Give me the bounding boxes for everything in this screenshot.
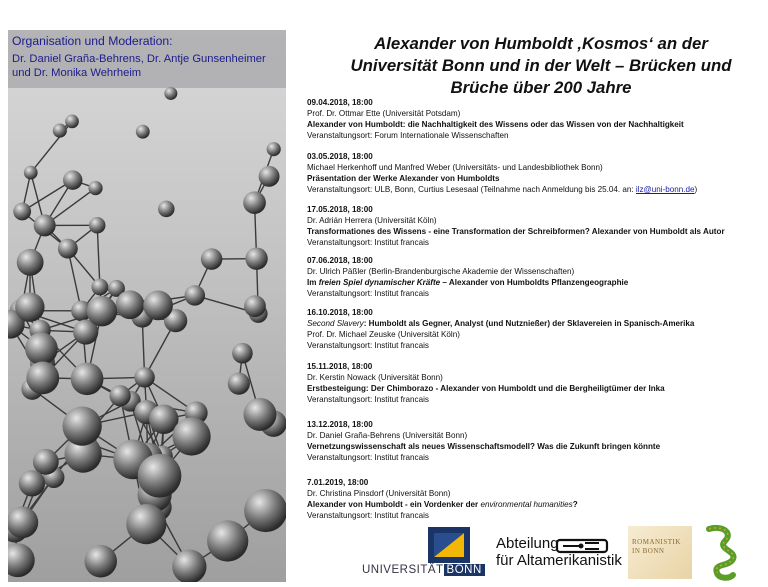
molecule-atom [172, 417, 210, 455]
molecule-atom [228, 373, 250, 395]
title-line-1: Alexander von Humboldt ‚Kosmos‘ an der [374, 34, 708, 53]
molecule-atom [245, 247, 267, 269]
university-bonn-mark-icon [428, 527, 470, 563]
event-4-talk: Im freien Spiel dynamischer Kräfte – Alexander von Humboldts Pflanzengeographie [307, 278, 629, 287]
event-5-speaker: Prof. Dr. Michael Zeuske (Universität Köln) [307, 330, 460, 339]
event-8-talk: Alexander von Humboldt - ein Vordenker der environmental humanities? [307, 500, 578, 509]
molecule-atom [25, 332, 58, 365]
molecule-rod [97, 225, 100, 287]
event-2-date: 03.05.2018, 18:00 [307, 152, 373, 161]
event-8-date: 7.01.2019, 18:00 [307, 478, 369, 487]
molecule-atom [201, 248, 223, 270]
molecule-atom [58, 239, 78, 259]
molecule-model-graphic [8, 30, 286, 582]
university-bonn-wordmark: UNIVERSITÄT BONN [362, 564, 485, 576]
molecule-atom [33, 449, 59, 475]
molecule-atom [71, 362, 104, 395]
event-4-venue: Veranstaltungsort: Institut francais [307, 289, 429, 298]
molecule-atom [63, 406, 102, 445]
event-1-date: 09.04.2018, 18:00 [307, 98, 373, 107]
molecule-atom [65, 115, 79, 129]
event-8-venue: Veranstaltungsort: Institut francais [307, 511, 429, 520]
molecule-atom [143, 291, 173, 321]
molecule-atom [243, 191, 266, 214]
molecule-atom [53, 124, 67, 138]
event-1-speaker: Prof. Dr. Ottmar Ette (Universität Potsdam) [307, 109, 461, 118]
molecule-atom [13, 203, 31, 221]
molecule-atom [91, 279, 108, 296]
event-6-speaker: Dr. Kerstin Nowack (Universität Bonn) [307, 373, 443, 382]
event-3-speaker: Dr. Adrián Herrera (Universität Köln) [307, 216, 437, 225]
molecule-atom [109, 385, 130, 406]
university-bonn-logo [362, 527, 482, 579]
event-3-venue: Veranstaltungsort: Institut francais [307, 238, 429, 247]
organisation-heading: Organisation und Moderation: [12, 34, 173, 48]
altamerikanistik-glyph-icon [555, 536, 611, 556]
molecule-atom [8, 507, 38, 539]
molecule-atom [116, 290, 145, 319]
event-4-speaker: Dr. Ulrich Päßler (Berlin-Brandenburgische Akademie der Wissenschaften) [307, 267, 575, 276]
event-5-talk: Second Slavery: Humboldt als Gegner, Analyst (und Nutznießer) der Sklavereien in Spanisch-Amerika [307, 319, 695, 328]
event-6-talk: Erstbesteigung: Der Chimborazo - Alexander von Humboldt und die Bergheiligtümer der Inka [307, 384, 665, 393]
molecule-atom [136, 125, 150, 139]
event-4-date: 07.06.2018, 18:00 [307, 256, 373, 265]
organisation-line-1: Dr. Daniel Graña-Behrens, Dr. Antje Gunsenheimer [12, 53, 266, 65]
molecule-atom [63, 170, 82, 189]
molecule-atom [84, 545, 117, 578]
romanistik-line-2: IN BONN [632, 547, 665, 555]
molecule-atom [34, 214, 56, 236]
green-serpent-logo-icon [703, 523, 747, 581]
event-6-venue: Veranstaltungsort: Institut francais [307, 395, 429, 404]
event-2-speaker: Michael Herkenhoff und Manfred Weber (Universitäts- und Landesbibliothek Bonn) [307, 163, 603, 172]
romanistik-bonn-logo [628, 526, 692, 579]
molecule-atom [243, 398, 276, 431]
molecule-atom [207, 520, 248, 561]
event-6-date: 15.11.2018, 18:00 [307, 362, 373, 371]
molecule-atom [158, 201, 174, 217]
molecule-atom [164, 87, 177, 100]
event-7-speaker: Dr. Daniel Graña-Behrens (Universität Bonn) [307, 431, 468, 440]
event-5-venue: Veranstaltungsort: Institut francais [307, 341, 429, 350]
molecule-atom [17, 249, 44, 276]
molecule-atom [185, 285, 206, 306]
event-2-email-link[interactable]: ilz@uni-bonn.de [635, 185, 695, 194]
event-5-date: 16.10.2018, 18:00 [307, 308, 373, 317]
molecule-atom [232, 343, 253, 364]
molecule-atom [244, 295, 266, 317]
molecule-atom [134, 367, 154, 387]
molecule-atom [24, 166, 38, 180]
molecule-photo [8, 30, 286, 582]
event-3-talk: Transformationes des Wissens - eine Transformation der Schreibformen? Alexander von Humboldt als Autor [307, 227, 725, 236]
title-line-3: Brüche über 200 Jahre [450, 78, 632, 97]
molecule-atom [88, 181, 102, 195]
event-1-talk: Alexander von Humboldt: die Nachhaltigkeit des Wissens oder das Wissen von der Nachhaltigkeit [307, 120, 684, 129]
organisation-line-2: und Dr. Monika Wehrheim [12, 67, 142, 79]
event-7-date: 13.12.2018, 18:00 [307, 420, 373, 429]
molecule-atom [138, 454, 182, 498]
abteilung-line-1: Abteilung [496, 535, 559, 552]
abteilung-line-2: für Altamerikanistik [496, 552, 622, 569]
molecule-atom [19, 470, 45, 496]
event-3-date: 17.05.2018, 18:00 [307, 205, 373, 214]
event-2-venue: Veranstaltungsort: ULB, Bonn, Curtius Lesesaal (Teilnahme nach Anmeldung bis 25.04. an: ilz@uni-bonn.de) [307, 185, 698, 194]
molecule-atom [26, 361, 59, 394]
event-7-venue: Veranstaltungsort: Institut francais [307, 453, 429, 462]
molecule-atom [8, 543, 35, 577]
molecule-atom [89, 217, 106, 234]
title-line-2: Universität Bonn und in der Welt – Brücken und [350, 56, 732, 75]
molecule-atom [126, 504, 166, 544]
event-7-talk: Vernetzungswissenschaft als neues Wissenschaftsmodell? Was die Zukunft bringen könnte [307, 442, 661, 451]
event-8-speaker: Dr. Christina Pinsdorf (Universität Bonn) [307, 489, 451, 498]
molecule-atom [87, 296, 117, 326]
molecule-atom [244, 489, 286, 532]
molecule-atom [259, 166, 280, 187]
event-2-talk: Präsentation der Werke Alexander von Humboldts [307, 174, 500, 183]
molecule-atom [267, 142, 281, 156]
event-1-venue: Veranstaltungsort: Forum Internationale Wissenschaften [307, 131, 509, 140]
romanistik-line-1: ROMANISTIK [632, 538, 681, 546]
molecule-atom [15, 292, 44, 321]
